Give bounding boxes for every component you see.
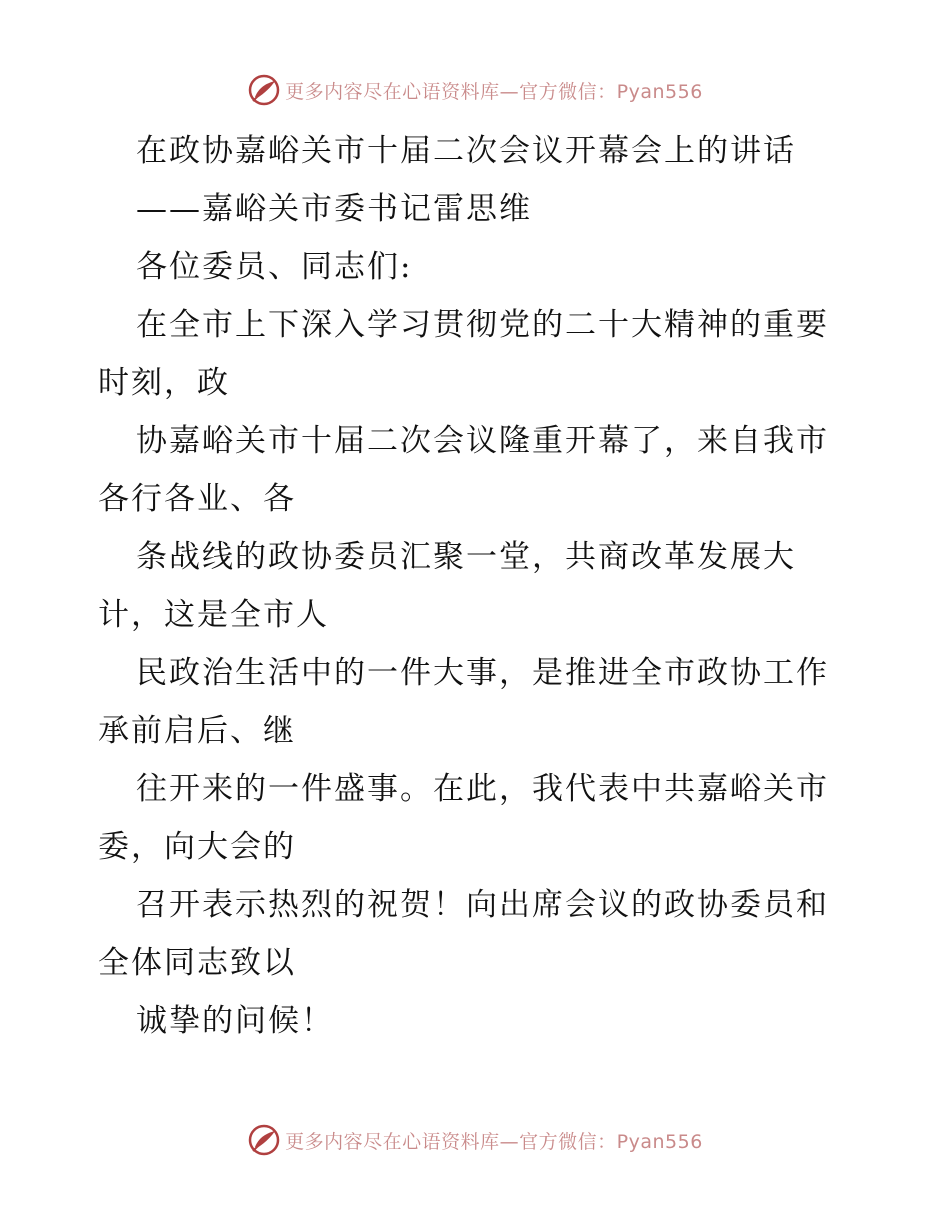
text-line: ——嘉峪关市委书记雷思维	[136, 191, 532, 227]
text-line: 民政治生活中的一件大事，是推进全市政协工作	[136, 655, 829, 691]
text-line: 协嘉峪关市十届二次会议隆重开幕了，来自我市	[136, 423, 829, 459]
text-line: 承前启后、继	[98, 713, 296, 749]
ink-pen-logo-icon	[247, 73, 281, 107]
ink-pen-logo-icon	[247, 1123, 281, 1157]
watermark-text: 更多内容尽在心语资料库—官方微信：Pyan556	[285, 80, 703, 103]
text-line: 召开表示热烈的祝贺！向出席会议的政协委员和	[136, 887, 829, 923]
text-line: 在政协嘉峪关市十届二次会议开幕会上的讲话	[136, 133, 796, 169]
text-line: 时刻，政	[98, 365, 230, 401]
text-line: 委，向大会的	[98, 829, 296, 865]
watermark-text: 更多内容尽在心语资料库—官方微信：Pyan556	[285, 1130, 703, 1153]
text-line: 计，这是全市人	[98, 597, 329, 633]
document-body	[98, 122, 858, 1050]
text-line: 全体同志致以	[98, 945, 296, 981]
text-line: 各位委员、同志们:	[136, 249, 413, 285]
text-line: 条战线的政协委员汇聚一堂，共商改革发展大	[136, 539, 796, 575]
text-line: 各行各业、各	[98, 481, 296, 517]
text-line: 在全市上下深入学习贯彻党的二十大精神的重要	[136, 307, 829, 343]
text-line: 往开来的一件盛事。在此，我代表中共嘉峪关市	[136, 771, 829, 807]
text-line: 诚挚的问候！	[136, 1003, 334, 1039]
footer-watermark	[0, 1120, 950, 1160]
header-watermark	[0, 70, 950, 110]
